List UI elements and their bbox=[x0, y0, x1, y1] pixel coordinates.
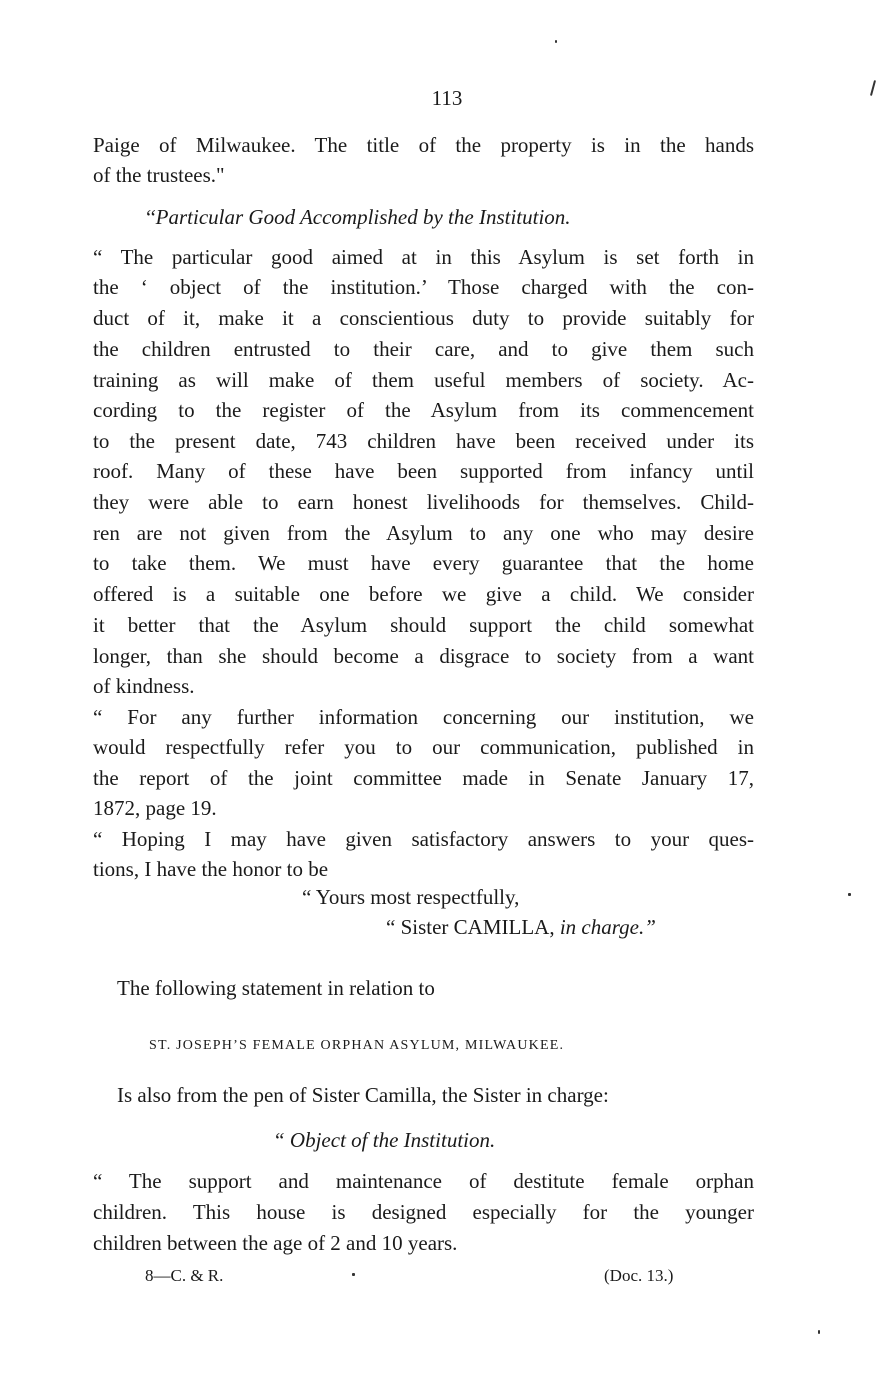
text-line: roof. Many of these have been supported from infancy until bbox=[93, 459, 754, 483]
statement-intro: The following statement in relation to bbox=[117, 976, 435, 1000]
text-line: Paige of Milwaukee. The title of the property is in the hands bbox=[93, 133, 754, 157]
print-speck bbox=[352, 1273, 355, 1276]
text-line: children. This house is designed especially for the younger bbox=[93, 1200, 754, 1224]
text-line: “ The support and maintenance of destitute female orphan bbox=[93, 1169, 754, 1193]
text-line: cording to the register of the Asylum from its commencement bbox=[93, 398, 754, 422]
signature-mark: 8—C. & R. bbox=[145, 1266, 224, 1285]
signature-name: “ Sister CAMILLA, bbox=[386, 915, 555, 939]
text-line: it better that the Asylum should support the child somewhat bbox=[93, 613, 754, 637]
text-line: training as will make of them useful members of society. Ac- bbox=[93, 368, 754, 392]
text-line: the children entrusted to their care, and to give them such bbox=[93, 337, 754, 361]
text-line: the report of the joint committee made in Senate January 17, bbox=[93, 766, 754, 790]
text-line: 1872, page 19. bbox=[93, 796, 217, 820]
section-heading: ‘‘Particular Good Accomplished by the Institution. bbox=[144, 205, 571, 229]
text-line: to the present date, 743 children have been received under its bbox=[93, 429, 754, 453]
doc-reference: (Doc. 13.) bbox=[604, 1266, 674, 1285]
text-line: “ For any further information concerning our institution, we bbox=[93, 705, 754, 729]
text-line: would respectfully refer you to our communication, published in bbox=[93, 735, 754, 759]
text-line: they were able to earn honest livelihoods for themselves. Child- bbox=[93, 490, 754, 514]
text-line: children between the age of 2 and 10 years. bbox=[93, 1231, 458, 1255]
signature-role: in charge.” bbox=[559, 915, 656, 939]
text-line: ren are not given from the Asylum to any one who may desire bbox=[93, 521, 754, 545]
print-speck bbox=[555, 40, 557, 43]
letter-salutation: “ Yours most respectfully, bbox=[302, 885, 520, 909]
print-speck bbox=[818, 1330, 820, 1334]
text-line: duct of it, make it a conscientious duty to provide suitably for bbox=[93, 306, 754, 330]
print-speck bbox=[848, 893, 851, 896]
text-line: the ‘ object of the institution.’ Those charged with the con- bbox=[93, 275, 754, 299]
text-line: of kindness. bbox=[93, 674, 195, 698]
text-line: “ Hoping I may have given satisfactory answers to your ques- bbox=[93, 827, 754, 851]
text-line: tions, I have the honor to be bbox=[93, 857, 329, 881]
text-line: longer, than she should become a disgrace to society from a want bbox=[93, 644, 754, 668]
text-line: of the trustees." bbox=[93, 163, 225, 187]
institution-heading: ST. JOSEPH’S FEMALE ORPHAN ASYLUM, MILWAUKEE. bbox=[149, 1038, 565, 1053]
text-line: to take them. We must have every guarantee that the home bbox=[93, 551, 754, 575]
letter-signature bbox=[386, 915, 656, 940]
source-line: Is also from the pen of Sister Camilla, the Sister in charge: bbox=[117, 1083, 609, 1107]
page-number: 113 bbox=[431, 86, 463, 110]
text-line: “ The particular good aimed at in this Asylum is set forth in bbox=[93, 245, 754, 269]
text-line: offered is a suitable one before we give a child. We consider bbox=[93, 582, 754, 606]
section-heading: “ Object of the Institution. bbox=[273, 1128, 496, 1152]
